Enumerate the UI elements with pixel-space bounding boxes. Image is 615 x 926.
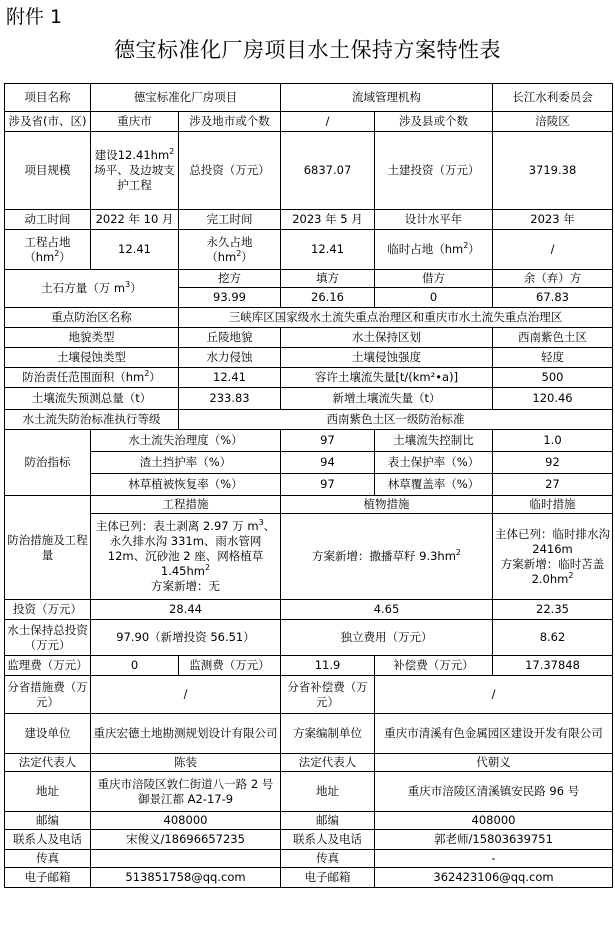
- cell-value: [281, 514, 493, 600]
- cell-value: 宋俊义/18696657235: [91, 830, 281, 850]
- cell-value: /: [375, 676, 613, 714]
- cell-value: 22.35: [493, 600, 613, 620]
- cell-label: 借方: [375, 270, 493, 288]
- cell-label: 土壤侵蚀类型: [5, 348, 179, 368]
- cell-label: 地址: [5, 772, 91, 812]
- cell-label: [375, 230, 493, 270]
- cell-value: 0: [91, 656, 179, 676]
- cell-label: 土壤流失控制比: [375, 430, 493, 452]
- cell-label: 土壤侵蚀强度: [281, 348, 493, 368]
- cell-label: 总投资（万元）: [179, 132, 281, 210]
- cell-value: 26.16: [281, 288, 375, 308]
- label-part: 临时占地（hm: [387, 242, 464, 256]
- cell-value: 4.65: [281, 600, 493, 620]
- cell-value: [91, 850, 281, 868]
- table-row: [5, 348, 613, 368]
- table-row: [5, 600, 613, 620]
- cell-value: /: [281, 112, 375, 132]
- table-row: [5, 676, 613, 714]
- superscript: 2: [236, 248, 242, 258]
- cell-value: 陈装: [91, 754, 281, 772]
- cell-label: 项目规模: [5, 132, 91, 210]
- table-row: [5, 850, 613, 868]
- cell-label: 分省补偿费（万元）: [281, 676, 375, 714]
- cell-value: 长江水利委员会: [493, 84, 613, 112]
- superscript: 2: [205, 563, 211, 573]
- scale-text-2: 场平、及边坡支护工程: [94, 163, 175, 192]
- cell-label: 地址: [281, 772, 375, 812]
- cell-value: 92: [493, 452, 613, 474]
- cell-value: 28.44: [91, 600, 281, 620]
- cell-label: 水土流失防治标准执行等级: [5, 410, 179, 430]
- cell-value: /: [91, 676, 281, 714]
- table-row: [5, 812, 613, 830]
- cell-label: 动工时间: [5, 210, 91, 230]
- cell-label: 林草植被恢复率（%）: [91, 474, 281, 496]
- cell-label: 水土保持区划: [281, 328, 493, 348]
- cell-label: 涉及省(市、区): [5, 112, 91, 132]
- superscript: 2: [463, 241, 469, 251]
- cell-label: 流域管理机构: [281, 84, 493, 112]
- superscript: 3: [125, 280, 131, 290]
- cell-value: 涪陵区: [493, 112, 613, 132]
- table-row: [5, 830, 613, 850]
- label-part: 永久占地: [206, 234, 253, 249]
- cell-label: 监测费（万元）: [179, 656, 281, 676]
- cell-value: 27: [493, 474, 613, 496]
- cell-value: [493, 514, 613, 600]
- cell-label: 设计水平年: [375, 210, 493, 230]
- measure-text: 方案新增：无: [151, 579, 220, 593]
- cell-value: 西南紫色土区: [493, 328, 613, 348]
- document-title: 德宝标准化厂房项目水土保持方案特性表: [114, 38, 501, 62]
- cell-label: 挖方: [179, 270, 281, 288]
- cell-value: 93.99: [179, 288, 281, 308]
- cell-label: 涉及县或个数: [375, 112, 493, 132]
- table-row: [5, 496, 613, 514]
- cell-label: 水土流失治理度（%）: [91, 430, 281, 452]
- cell-label: 工程措施: [91, 496, 281, 514]
- measure-text: 方案新增：撒播草籽 9.3hm: [311, 549, 456, 563]
- cell-value: 97.90（新增投资 56.51）: [91, 620, 281, 656]
- label-part: （hm: [206, 249, 237, 264]
- cell-label: 土壤流失预测总量（t）: [5, 388, 179, 410]
- cell-label: 新增土壤流失量（t）: [281, 388, 493, 410]
- label-part: 土石方量（万 m: [41, 281, 126, 295]
- cell-value: [91, 514, 281, 600]
- cell-label: 涉及地市或个数: [179, 112, 281, 132]
- table-row: [5, 112, 613, 132]
- table-row: [5, 474, 613, 496]
- cell-label: 独立费用（万元）: [281, 620, 493, 656]
- cell-label: 电子邮箱: [281, 868, 375, 888]
- cell-label: 容许土壤流失量[t/(km²•a)]: [281, 368, 493, 388]
- cell-label: 联系人及电话: [5, 830, 91, 850]
- cell-value: 500: [493, 368, 613, 388]
- cell-value: 233.83: [179, 388, 281, 410]
- cell-value: 代朝义: [375, 754, 613, 772]
- cell-value: 513851758@qq.com: [91, 868, 281, 888]
- cell-label: 地貌类型: [5, 328, 179, 348]
- table-row: [5, 230, 613, 270]
- label-part: 工程占地: [24, 234, 71, 249]
- superscript: 2: [54, 248, 60, 258]
- cell-label: 法定代表人: [281, 754, 375, 772]
- cell-label: 邮编: [5, 812, 91, 830]
- label-part: ）: [149, 370, 161, 384]
- table-row: [5, 656, 613, 676]
- cell-label: [5, 230, 91, 270]
- cell-value: 2023 年: [493, 210, 613, 230]
- cell-value: 12.41: [91, 230, 179, 270]
- table-row: [5, 452, 613, 474]
- cell-value: [91, 132, 179, 210]
- cell-value: 重庆市涪陵区敦仁街道八一路 2 号御景江都 A2-17-9: [91, 772, 281, 812]
- cell-value: 408000: [91, 812, 281, 830]
- cell-value: 12.41: [179, 368, 281, 388]
- cell-label: 分省措施费（万元）: [5, 676, 91, 714]
- cell-label: 重点防治区名称: [5, 308, 179, 328]
- cell-label: [179, 230, 281, 270]
- attachment-label: 附件 1: [6, 6, 63, 28]
- cell-value: 郭老师/15803639751: [375, 830, 613, 850]
- table-row: [5, 514, 613, 600]
- table-row: [5, 620, 613, 656]
- cell-value: -: [375, 850, 613, 868]
- cell-value: 重庆市涪陵区清溪镇安民路 96 号: [375, 772, 613, 812]
- table-row: [5, 868, 613, 888]
- cell-value: 2023 年 5 月: [281, 210, 375, 230]
- cell-label: 防治措施及工程量: [5, 496, 91, 600]
- cell-value: /: [493, 230, 613, 270]
- cell-label: 监理费（万元）: [5, 656, 91, 676]
- cell-label: 项目名称: [5, 84, 91, 112]
- cell-label: [5, 368, 179, 388]
- cell-value: 0: [375, 288, 493, 308]
- label-part: 防治责任范围面积（hm: [22, 370, 145, 384]
- label-part: ）: [468, 242, 480, 256]
- table-row: [5, 410, 613, 430]
- characteristics-table: [4, 83, 613, 888]
- cell-label: 填方: [281, 270, 375, 288]
- cell-value: 11.9: [281, 656, 375, 676]
- cell-label: 林草覆盖率（%）: [375, 474, 493, 496]
- cell-value: 重庆市: [91, 112, 179, 132]
- superscript: 2: [455, 548, 462, 558]
- cell-label: 传真: [5, 850, 91, 868]
- scale-text: 建设12.41hm: [94, 148, 170, 162]
- cell-value: 97: [281, 474, 375, 496]
- table-row: [5, 270, 613, 288]
- measure-text: 主体已列：表土剥离 2.97 万 m: [95, 519, 259, 533]
- cell-label: 电子邮箱: [5, 868, 91, 888]
- cell-value: 西南紫色土区一级防治标准: [179, 410, 613, 430]
- cell-label: 水土保持总投资（万元）: [5, 620, 91, 656]
- cell-label: 完工时间: [179, 210, 281, 230]
- cell-value: 97: [281, 430, 375, 452]
- cell-value: 水力侵蚀: [179, 348, 281, 368]
- cell-value: 2022 年 10 月: [91, 210, 179, 230]
- cell-label: 传真: [281, 850, 375, 868]
- cell-value: 6837.07: [281, 132, 375, 210]
- cell-label: 土建投资（万元）: [375, 132, 493, 210]
- cell-value: 408000: [375, 812, 613, 830]
- cell-value: 67.83: [493, 288, 613, 308]
- cell-value: 94: [281, 452, 375, 474]
- measure-text: 方案新增：临时苫盖2.0hm: [500, 556, 605, 586]
- superscript: 2: [169, 147, 175, 157]
- cell-label: 方案编制单位: [281, 714, 375, 754]
- table-row: [5, 132, 613, 210]
- label-part: ）: [130, 281, 142, 295]
- cell-value: 1.0: [493, 430, 613, 452]
- table-row: [5, 368, 613, 388]
- table-row: [5, 772, 613, 812]
- cell-value: 8.62: [493, 620, 613, 656]
- table-row: [5, 754, 613, 772]
- cell-label: 临时措施: [493, 496, 613, 514]
- cell-value: 轻度: [493, 348, 613, 368]
- cell-label: 渣土挡护率（%）: [91, 452, 281, 474]
- cell-value: 12.41: [281, 230, 375, 270]
- table-row: [5, 714, 613, 754]
- measure-text: 主体已列：临时排水沟 2416m: [495, 526, 610, 556]
- label-part: ）: [59, 249, 71, 264]
- cell-label: 投资（万元）: [5, 600, 91, 620]
- cell-label: 余（弃）方: [493, 270, 613, 288]
- cell-value: 120.46: [493, 388, 613, 410]
- cell-value: 重庆市清溪有色金属园区建设开发有限公司: [375, 714, 613, 754]
- cell-label: 表土保护率（%）: [375, 452, 493, 474]
- label-part: （hm: [24, 249, 55, 264]
- cell-label: 防治指标: [5, 430, 91, 496]
- cell-label: 植物措施: [281, 496, 493, 514]
- cell-label: 法定代表人: [5, 754, 91, 772]
- cell-value: 德宝标准化厂房项目: [91, 84, 281, 112]
- cell-label: [5, 270, 179, 308]
- table-row: [5, 388, 613, 410]
- table-row: [5, 84, 613, 112]
- table-row: [5, 430, 613, 452]
- label-part: ）: [241, 249, 253, 264]
- cell-value: 三峡库区国家级水土流失重点治理区和重庆市水土流失重点治理区: [179, 308, 613, 328]
- table-row: [5, 210, 613, 230]
- cell-label: 联系人及电话: [281, 830, 375, 850]
- cell-value: 17.37848: [493, 656, 613, 676]
- table-row: [5, 308, 613, 328]
- measure-text: 、永久排水沟 331m、雨水管网 12m、沉砂池 2 座、网格植草 1.45hm: [107, 519, 276, 578]
- cell-label: 邮编: [281, 812, 375, 830]
- cell-value: 丘陵地貌: [179, 328, 281, 348]
- superscript: 3: [258, 518, 264, 528]
- table-row: [5, 328, 613, 348]
- cell-value: 362423106@qq.com: [375, 868, 613, 888]
- cell-value: 3719.38: [493, 132, 613, 210]
- superscript: 2: [144, 369, 150, 379]
- superscript: 2: [568, 570, 574, 580]
- cell-label: 建设单位: [5, 714, 91, 754]
- cell-value: 重庆宏德土地勘测规划设计有限公司: [91, 714, 281, 754]
- cell-label: 补偿费（万元）: [375, 656, 493, 676]
